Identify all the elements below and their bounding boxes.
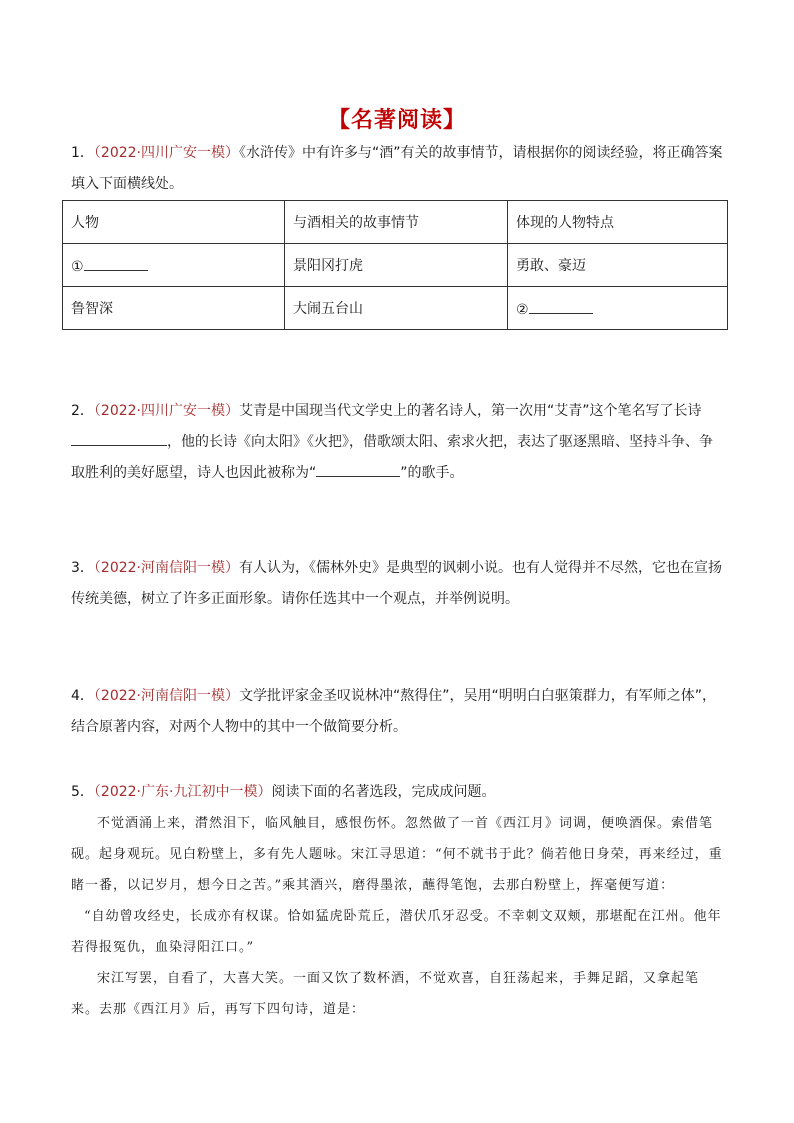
cell-text: ① xyxy=(71,258,84,275)
answer-blank[interactable] xyxy=(71,431,167,446)
question-text: 有人认为，《儒林外史》是典型的讽刺小说。也有人觉得并不尽然，它也在宣扬传统美德，树立了许多正面形象。请你任选其中一个观点，并举例说明。 xyxy=(71,560,723,607)
question-number: 4． xyxy=(71,688,94,704)
table-cell xyxy=(508,287,728,330)
question-2 xyxy=(71,396,726,489)
novel-excerpt xyxy=(71,808,726,1025)
question-source: （2022·河南信阳一模） xyxy=(93,688,240,704)
excerpt-poem: “自幼曾攻经史，长成亦有权谋。恰如猛虎卧荒丘，潜伏爪牙忍受。不幸刺文双颊，那堪配在江州。他年若得报冤仇，血染浔阳江口。” xyxy=(71,909,722,955)
answer-blank[interactable] xyxy=(316,462,400,477)
table-header-cell: 与酒相关的故事情节 xyxy=(285,201,508,244)
table-cell: 景阳冈打虎 xyxy=(285,244,508,287)
question-source: （2022·广东·九江初中一模） xyxy=(93,784,272,800)
question-text: ，他的长诗《向太阳》《火把》，借歌颂太阳、索求火把，表达了驱逐黑暗、坚持斗争、争取胜利的美好愿望，诗人也因此被称为“ xyxy=(71,434,713,481)
question-1 xyxy=(71,138,726,200)
question-text: 艾青是中国现当代文学史上的著名诗人，第一次用“艾青”这个笔名写了长诗 xyxy=(239,403,702,419)
question-text: ”的歌手。 xyxy=(400,465,464,481)
question-text: 阅读下面的名著选段，完成成问题。 xyxy=(271,784,496,800)
question-text: 《水浒传》中有许多与“酒”有关的故事情节，请根据你的阅读经验，将正确答案填入下面横线处。 xyxy=(71,145,723,192)
question-source: （2022·四川广安一模） xyxy=(93,403,240,419)
question-number: 1． xyxy=(71,145,94,161)
answer-blank[interactable] xyxy=(529,299,593,314)
cell-text: ② xyxy=(516,301,529,318)
wine-story-table xyxy=(62,200,728,330)
table-cell: 鲁智深 xyxy=(63,287,285,330)
table-cell: 大闹五台山 xyxy=(285,287,508,330)
question-text: 文学批评家金圣叹说林冲“熬得住”，吴用“明明白白驱策群力，有军师之体”，结合原著内容，对两个人物中的其中一个做简要分析。 xyxy=(71,688,717,735)
question-source: （2022·四川广安一模） xyxy=(93,145,240,161)
question-4 xyxy=(71,681,726,743)
question-number: 3． xyxy=(71,560,94,576)
excerpt-paragraph: 不觉酒涌上来，潸然泪下，临风触目，感恨伤怀。忽然做了一首《西江月》词调，便唤酒保。索借笔砚。起身观玩。见白粉壁上，多有先人题咏。宋江寻思道：“何不就书于此？倘若他日身荣，再来经过，重睹一番，以记岁月，想今日之苦。”乘其酒兴，磨得墨浓，蘸得笔饱，去那白粉壁上，挥毫便写道： xyxy=(71,816,723,893)
question-3 xyxy=(71,553,726,615)
answer-blank[interactable] xyxy=(84,256,148,271)
table-header-cell: 体现的人物特点 xyxy=(508,201,728,244)
table-row xyxy=(63,244,728,287)
question-source: （2022·河南信阳一模） xyxy=(93,560,240,576)
table-header-cell: 人物 xyxy=(63,201,285,244)
excerpt-paragraph: 宋江写罢，自看了，大喜大笑。一面又饮了数杯酒，不觉欢喜，自狂荡起来，手舞足蹈，又拿起笔来。去那《西江月》后，再写下四句诗，道是： xyxy=(71,971,700,1017)
question-number: 2． xyxy=(71,403,94,419)
table-header-row xyxy=(63,201,728,244)
page-title: 【名著阅读】 xyxy=(327,108,466,133)
table-cell xyxy=(63,244,285,287)
question-5 xyxy=(71,777,726,808)
question-number: 5． xyxy=(71,784,94,800)
table-row xyxy=(63,287,728,330)
table-cell: 勇敢、豪迈 xyxy=(508,244,728,287)
